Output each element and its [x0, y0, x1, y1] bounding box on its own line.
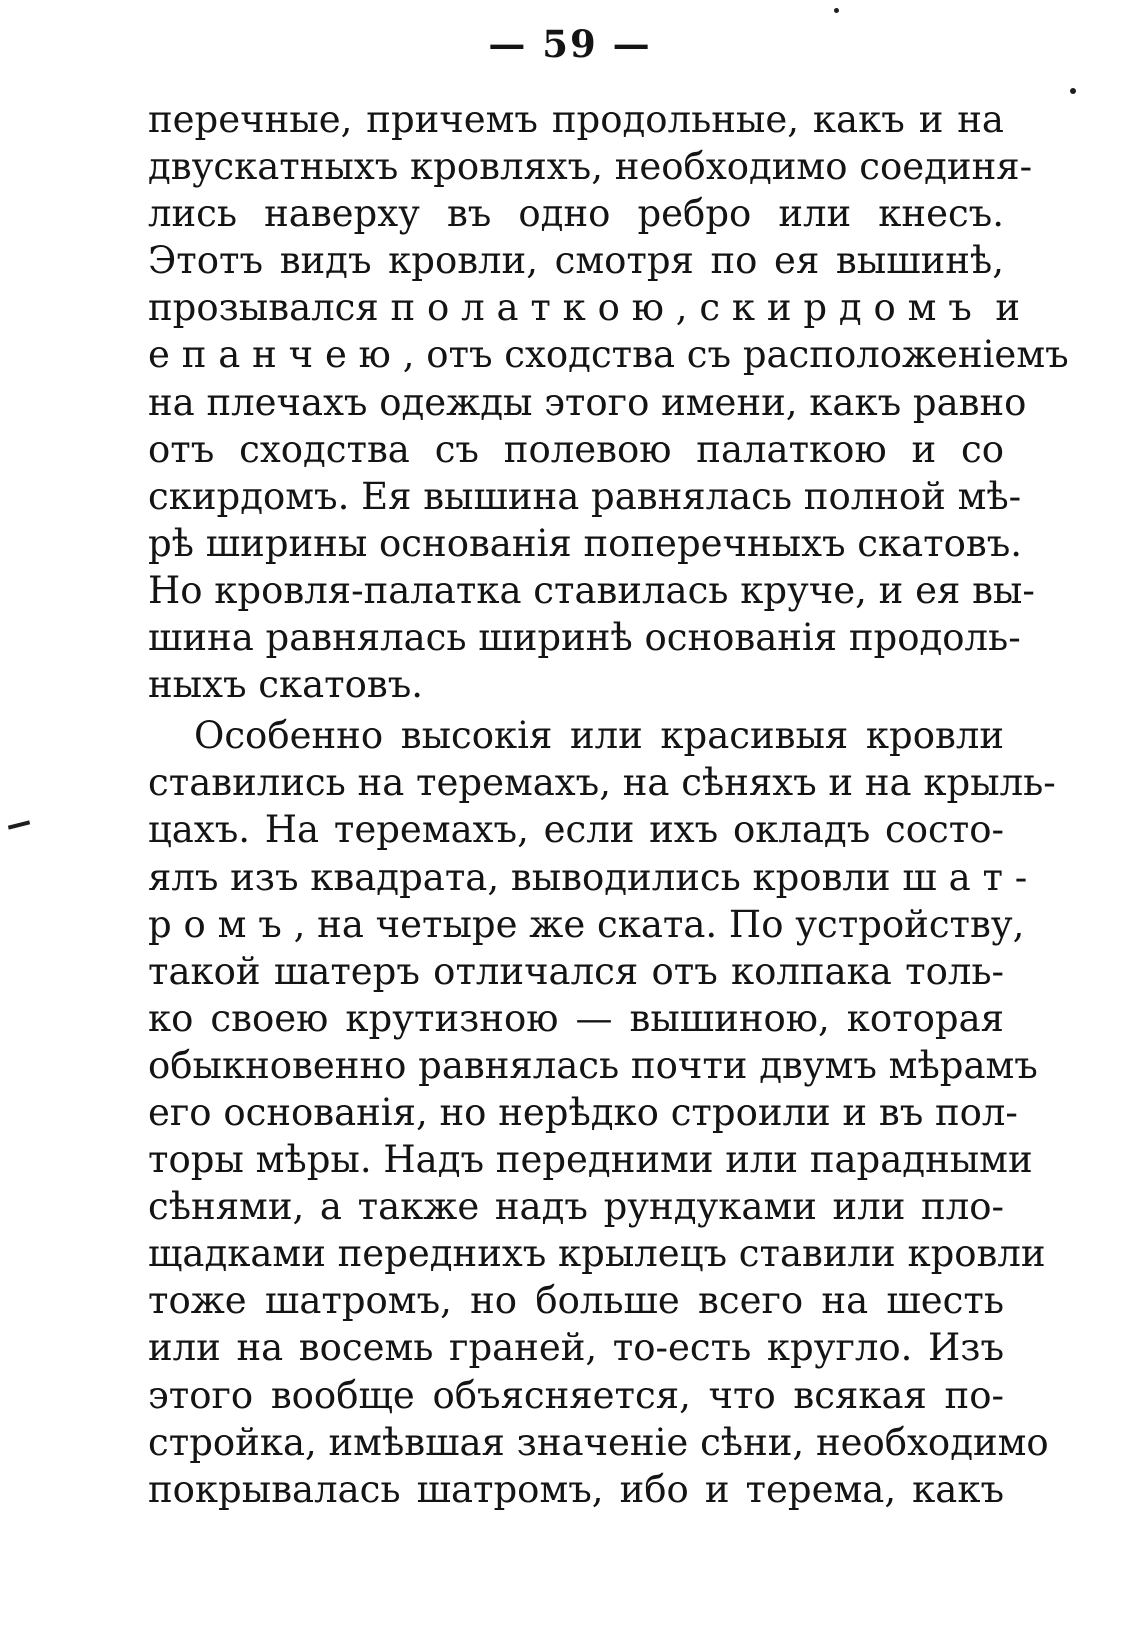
text-line: перечные, причемъ продольные, какъ и на: [148, 98, 1004, 141]
text-line: такой шатеръ отличался отъ колпака толь-: [148, 949, 1004, 993]
text-line: [148, 284, 1021, 331]
text-line: его основанія, но нерѣдко строили и въ пол-: [148, 1090, 1018, 1134]
text-line: или на восемь граней, то-есть кругло. Изъ: [148, 1326, 1004, 1370]
page-number: — 59 —: [488, 22, 652, 66]
spaced-term: шат-: [902, 855, 1040, 899]
text-run: ,: [675, 286, 700, 330]
text-line: лись наверху въ одно ребро или кнесъ.: [148, 192, 1004, 236]
spaced-term: полаткою: [390, 286, 676, 330]
text-line: покрывалась шатромъ, ибо и терема, какъ: [148, 1467, 1004, 1511]
text-line: шина равнялась ширинѣ основанія продоль-: [148, 616, 1021, 660]
ink-speck: [834, 8, 839, 13]
text-line: стройка, имѣвшая значеніе сѣни, необходимо: [148, 1420, 1049, 1464]
body-text: [148, 96, 1069, 1513]
text-line: Но кровля-палатка ставилась круче, и ея вы-: [148, 568, 1035, 612]
text-line: ныхъ скатовъ.: [148, 663, 424, 707]
text-line: торы мѣры. Надъ передними или парадными: [148, 1138, 1033, 1182]
text-run: прозывался: [148, 286, 391, 330]
spaced-term: скирдомъ: [699, 286, 984, 330]
text-line: ко своею крутизною — вышиною, которая: [148, 996, 1004, 1040]
text-line: отъ сходства съ полевою палаткою и со: [148, 427, 1004, 471]
text-line: [148, 901, 1025, 948]
text-line: ставились на теремахъ, на сѣняхъ и на крыль-: [148, 761, 1056, 805]
text-line: щадками переднихъ крылецъ ставили кровли: [148, 1232, 1046, 1276]
text-line: обыкновенно равнялась почти двумъ мѣрамъ: [148, 1043, 1038, 1087]
text-line: тоже шатромъ, но больше всего на шесть: [148, 1279, 1004, 1323]
text-line: сѣнями, а также надъ рундуками или пло-: [148, 1185, 1004, 1229]
ink-speck: [1070, 88, 1076, 94]
text-line: этого вообще объясняется, что всякая по-: [148, 1373, 1004, 1417]
text-line: Особенно высокія или красивыя кровли: [194, 714, 1004, 758]
text-run: , на четыре же ската. По устройству,: [293, 902, 1025, 946]
text-run: и: [983, 286, 1021, 330]
text-line: на плечахъ одежды этого имени, какъ равно: [148, 380, 1027, 424]
text-line: рѣ ширины основанія поперечныхъ скатовъ.: [148, 521, 1023, 565]
text-line: [148, 854, 1040, 901]
text-line: скирдомъ. Ея вышина равнялась полной мѣ-: [148, 474, 1022, 518]
text-line: [148, 331, 1069, 378]
spaced-term: епанчею: [148, 333, 403, 377]
text-run: , отъ сходства съ расположеніемъ: [402, 333, 1069, 377]
margin-mark: [8, 820, 30, 829]
text-run: ялъ изъ квадрата, выводились кровли: [148, 855, 903, 899]
spaced-term: ромъ: [148, 902, 294, 946]
text-line: Этотъ видъ кровли, смотря по ея вышинѣ,: [148, 239, 1004, 283]
text-line: цахъ. На теремахъ, если ихъ окладъ состо-: [148, 808, 1004, 852]
text-line: двускатныхъ кровляхъ, необходимо соединя-: [148, 145, 1033, 189]
